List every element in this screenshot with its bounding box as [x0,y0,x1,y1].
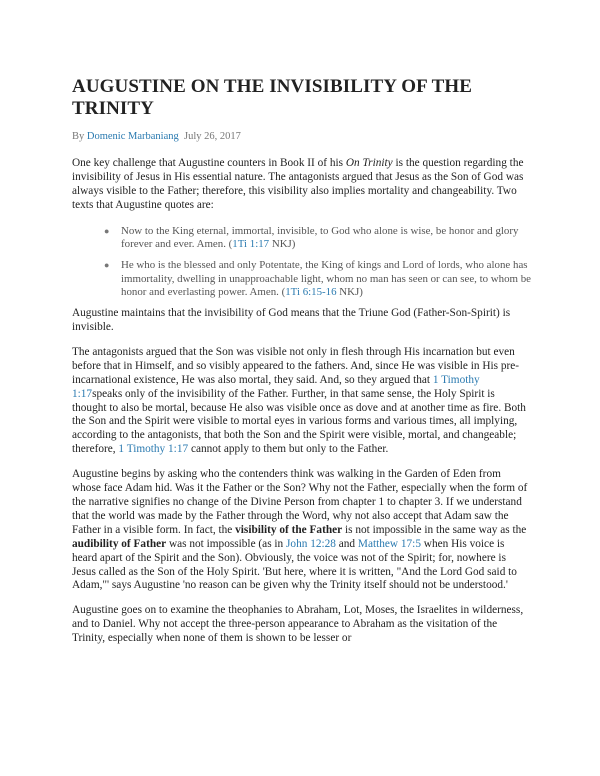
text-span: is the question regarding the invisibility of Jesus in His essential nature. The antagonists argued that Jesus as the Son of God was always visible to the Father; therefore, this visibility also implies mortality and changeability. Two texts that Augustine quotes are: [72,157,524,211]
bullet-icon: ● [104,225,110,236]
text-span: and [335,537,358,550]
quote-text: Now to the King eternal, immortal, invisible, to God who alone is wise, be honor and glory forever and ever. Amen. ( [121,224,519,251]
text-span: Augustine begins by asking who the contenders think was walking in the Garden of Eden from whose face Adam hid. Was it the Father or the Son? Why not the Father, especially when the form of the narrative signifies no change of the Divine Person from chapter 1 to chapter 3. If we understand that the world was made by the Father through the Word, why not also accept that Adam saw the Father in a visible form. In fact, the [72,468,528,536]
paragraph-3 [72,346,532,457]
text-span: One key challenge that Augustine counters in Book II of his [72,157,346,169]
book-title: On Trinity [345,157,393,169]
bullet-icon: ● [104,260,110,271]
scripture-link[interactable]: John 12:28 [286,537,336,550]
text-span: is not impossible in the same way as the [342,523,527,536]
scripture-link[interactable]: 1Ti 6:15-16 [285,286,337,299]
text-span: speaks only of the invisibility of the Father. Further, in that same sense, the Holy Spirit is thought to also be mortal, because He also was visible once as dove and at another time as fire. Both the Son and the Spirit were visible to mortal eyes in various forms and various times, all implying, according to the antagonists, that both the Son and the Spirit were visible, mortal, and changeable; therefore, [72,387,526,456]
paragraph-1 [72,157,532,213]
scripture-link[interactable]: Matthew 17:5 [357,537,421,550]
byline-prefix: By [72,131,85,142]
quote-tail: NKJ) [269,238,296,251]
scripture-link[interactable]: 1 Timothy 1:17 [118,443,189,456]
emphasis: audibility of Father [72,537,167,550]
scripture-link[interactable]: 1Ti 1:17 [232,238,270,251]
text-span: The antagonists argued that the Son was visible not only in flesh through His incarnation but even before that in Himself, and so visibly appeared to the fathers. And, since He was visible in His pre-incarnational existence, He was also mortal, they said. And, so they argued that [72,345,520,386]
text-span: was not impossible (as in [166,537,287,550]
text-span: when His voice is heard apart of the Spirit and the Son). Obviously, the voice was not of the Spirit; for, nowhere is Jesus called as the Son of the Holy Spirit. 'But here, where it is written, "And the Lord God said to Adam,"' says Augustine 'no reason can be given why the Trinity itself should not be understood.' [72,537,517,592]
paragraph-4 [72,468,532,593]
quote-item [104,225,532,252]
text-span: cannot apply to them but only to the Father. [188,443,389,456]
paragraph-5: Augustine goes on to examine the theophanies to Abraham, Lot, Moses, the Israelites in wilderness, and to Daniel. Why not accept the three-person appearance to Abraham as the visitation of the Trinity, especially when none of them is shown to be lesser or [72,604,524,645]
post-date: July 26, 2017 [184,131,241,142]
emphasis: visibility of the Father [235,523,343,536]
quote-text: He who is the blessed and only Potentate, the King of kings and Lord of lords, who alone has immortality, dwelling in unapproachable light, whom no man has seen or can see, to whom be honor and everlasting power. Amen. ( [121,259,532,299]
author-link[interactable]: Domenic Marbaniang [86,131,179,142]
article [72,76,532,646]
quote-tail: NKJ) [336,286,363,299]
quote-item [104,259,532,300]
scripture-link[interactable]: 1 Timothy 1:17 [72,373,480,400]
paragraph-2: Augustine maintains that the invisibility of God means that the Triune God (Father-Son-Spirit) is invisible. [72,307,511,334]
quote-list [72,225,532,301]
article-title: AUGUSTINE ON THE INVISIBILITY OF THE TRINITY [72,76,473,119]
byline [72,130,532,143]
